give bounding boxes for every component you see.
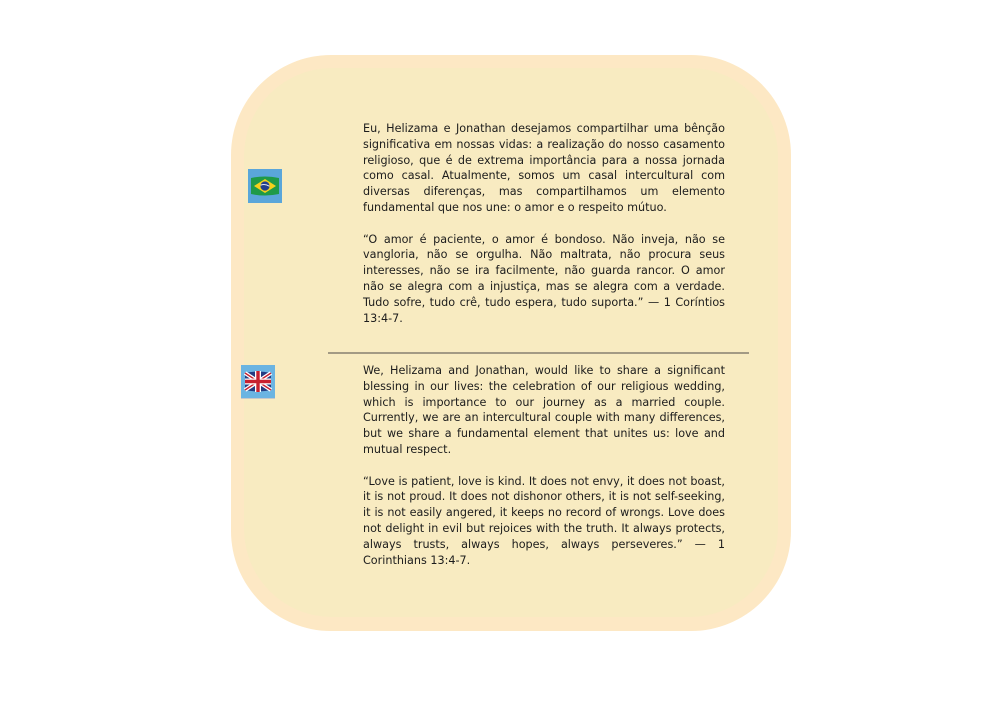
english-intro-paragraph: We, Helizama and Jonathan, would like to share a significant blessing in our lives: the celebration of our religious wedding, which is importance to our journey as a married couple. Currently, we are an intercultural couple with many differences, but we share a fundamental element that unites us: love and mutual respect. <box>363 364 725 456</box>
section-divider <box>328 352 749 354</box>
portuguese-intro-paragraph: Eu, Helizama e Jonathan desejamos compartilhar uma bênção significativa em nossas vidas: a realização do nosso casamento religioso, que é de extrema importância para a nossa jornada como casal. Atualmente, somos um casal intercultural com diversas diferenças, mas compartilhamos um elemento fundamental que nos une: o amor e o respeito mútuo. <box>363 122 725 214</box>
brazil-flag-icon <box>248 169 282 203</box>
uk-flag-icon <box>241 365 275 399</box>
portuguese-text-section <box>363 121 725 326</box>
english-text-section <box>363 363 725 568</box>
portuguese-quote-paragraph: “O amor é paciente, o amor é bondoso. Não inveja, não se vangloria, não se orgulha. Não maltrata, não procura seus interesses, não se ira facilmente, não guarda rancor. O amor não se alegra com a injustiça, mas se alegra com a verdade. Tudo sofre, tudo crê, tudo espera, tudo suporta.” — 1 Coríntios 13:4-7. <box>363 232 725 325</box>
english-quote-paragraph: “Love is patient, love is kind. It does not envy, it does not boast, it is not proud. It does not dishonor others, it is not self-seeking, it is not easily angered, it keeps no record of wrongs. Love does not delight in evil but rejoices with the truth. It always protects, always trusts, always hopes, always perseveres.” — 1 Corinthians 13:4-7. <box>363 474 725 567</box>
